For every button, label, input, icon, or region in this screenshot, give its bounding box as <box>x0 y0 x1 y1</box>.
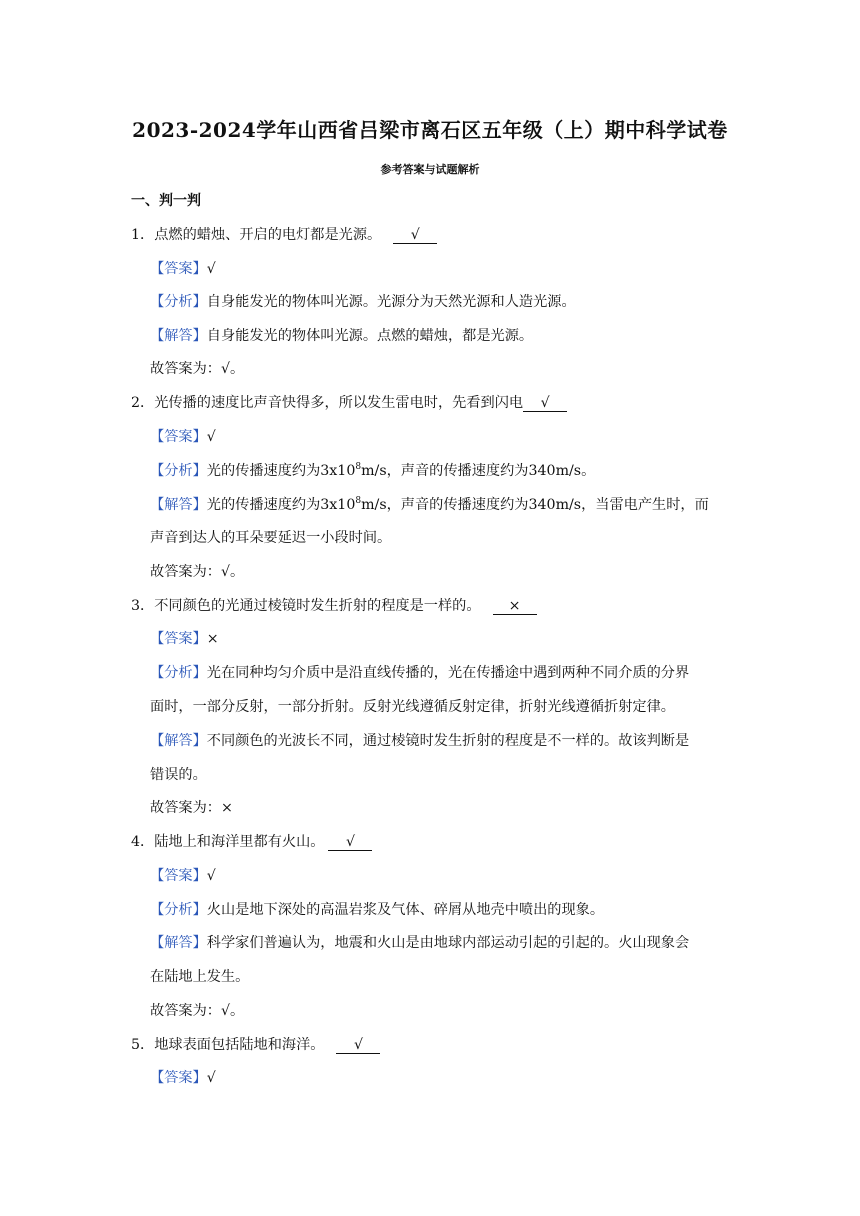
answer-line: 【答案】× <box>150 631 219 647</box>
answer-blank: √ <box>523 395 567 412</box>
answer-tag: 【答案】 <box>150 868 207 884</box>
analysis-line: 【分析】自身能发光的物体叫光源。光源分为天然光源和人造光源。 <box>150 294 576 310</box>
answer-tag: 【答案】 <box>150 1070 207 1086</box>
solution-line: 【解答】不同颜色的光波长不同，通过棱镜时发生折射的程度是不一样的。故该判断是 <box>150 733 690 749</box>
answer-tag: 【答案】 <box>150 429 207 445</box>
analysis-tag: 【分析】 <box>150 294 207 310</box>
question-4: 4．陆地上和海洋里都有火山。 √ <box>131 832 372 852</box>
solution-tag: 【解答】 <box>150 328 207 344</box>
conclusion-line: 故答案为：× <box>150 800 233 816</box>
answer-line: 【答案】√ <box>150 1070 216 1086</box>
analysis-tag: 【分析】 <box>150 665 207 681</box>
conclusion-line: 故答案为：√。 <box>150 361 245 377</box>
solution-line: 【解答】科学家们普遍认为，地震和火山是由地球内部运动引起的引起的。火山现象会 <box>150 935 690 951</box>
section-heading: 一、判一判 <box>131 193 201 209</box>
answer-line: 【答案】√ <box>150 868 216 884</box>
answer-blank: √ <box>328 834 372 851</box>
analysis-continuation: 面时，一部分反射，一部分折射。反射光线遵循反射定律，折射光线遵循折射定律。 <box>150 699 675 715</box>
question-3: 3．不同颜色的光通过棱镜时发生折射的程度是一样的。 × <box>131 596 537 616</box>
analysis-line: 【分析】光的传播速度约为$3x10^8m/s$，声音的传播速度约为340m/s。 <box>150 462 596 479</box>
page-title: 2023-2024学年山西省吕梁市离石区五年级（上）期中科学试卷 <box>132 118 728 142</box>
solution-tag: 【解答】 <box>150 733 207 749</box>
answer-line: 【答案】√ <box>150 429 216 445</box>
question-1: 1．点燃的蜡烛、开启的电灯都是光源。 √ <box>131 225 437 245</box>
analysis-tag: 【分析】 <box>150 463 207 479</box>
answer-tag: 【答案】 <box>150 261 207 277</box>
analysis-line: 【分析】光在同种均匀介质中是沿直线传播的，光在传播途中遇到两种不同介质的分界 <box>150 665 690 681</box>
conclusion-line: 故答案为：√。 <box>150 564 245 580</box>
solution-tag: 【解答】 <box>150 497 207 513</box>
answer-blank: × <box>493 598 537 615</box>
solution-continuation: 错误的。 <box>150 767 207 783</box>
conclusion-line: 故答案为：√。 <box>150 1003 245 1019</box>
question-2: 2．光传播的速度比声音快得多，所以发生雷电时，先看到闪电 √ <box>131 393 567 413</box>
analysis-line: 【分析】火山是地下深处的高温岩浆及气体、碎屑从地壳中喷出的现象。 <box>150 902 605 918</box>
answer-blank: √ <box>336 1037 380 1054</box>
question-5: 5．地球表面包括陆地和海洋。 √ <box>131 1035 380 1055</box>
answer-blank: √ <box>393 227 437 244</box>
answer-tag: 【答案】 <box>150 631 207 647</box>
answer-line: 【答案】√ <box>150 261 216 277</box>
solution-line: 【解答】自身能发光的物体叫光源。点燃的蜡烛，都是光源。 <box>150 328 534 344</box>
analysis-tag: 【分析】 <box>150 902 207 918</box>
solution-continuation: 声音到达人的耳朵要延迟一小段时间。 <box>150 530 392 546</box>
page-subtitle: 参考答案与试题解析 <box>380 163 480 176</box>
solution-continuation: 在陆地上发生。 <box>150 969 250 985</box>
solution-tag: 【解答】 <box>150 935 207 951</box>
solution-line: 【解答】光的传播速度约为$3x10^8m/s$，声音的传播速度约为340m/s，当雷电产生时，而 <box>150 496 709 513</box>
